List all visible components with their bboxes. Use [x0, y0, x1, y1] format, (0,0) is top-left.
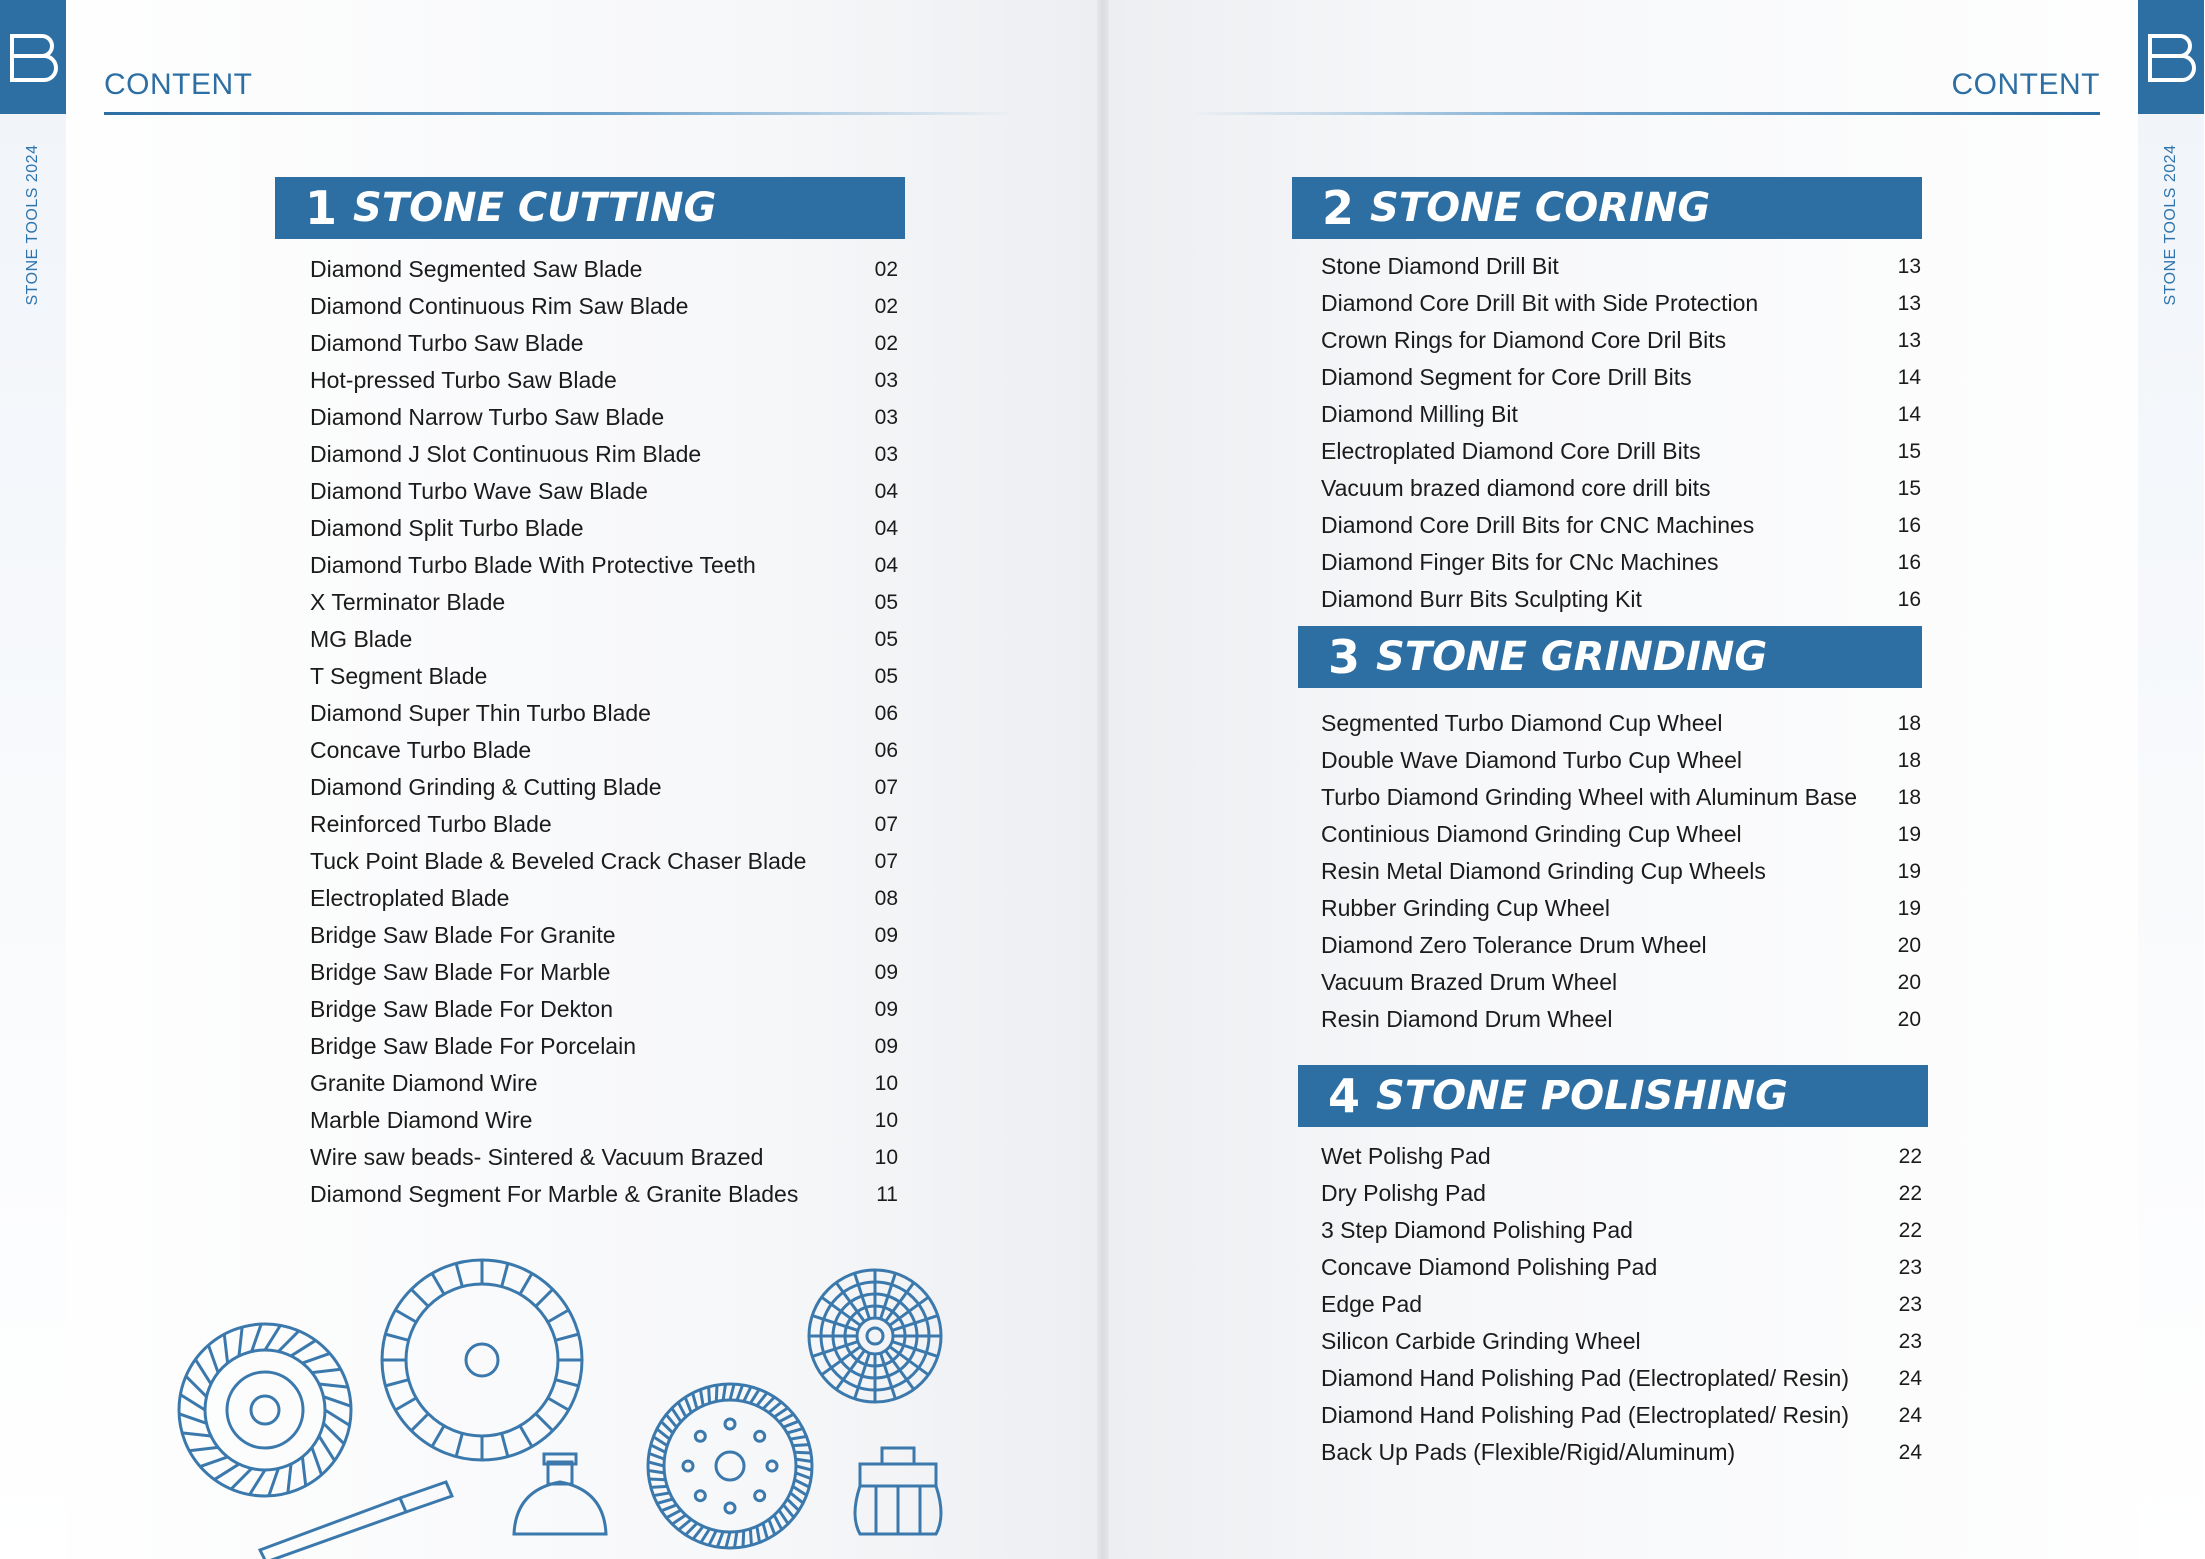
toc-entry-label: Electroplated Blade — [310, 885, 510, 911]
toc-entry — [310, 584, 898, 621]
toc-entry — [1321, 507, 1921, 544]
toc-entry-page: 24 — [1898, 1440, 1922, 1464]
toc-entry — [1321, 779, 1921, 816]
toc-entry-label: Hot-pressed Turbo Saw Blade — [310, 367, 617, 393]
toc-entry — [1321, 433, 1921, 470]
toc-entry-label: Concave Diamond Polishing Pad — [1321, 1254, 1658, 1280]
toc-entry-page: 04 — [874, 479, 898, 503]
toc-entry-label: Back Up Pads (Flexible/Rigid/Aluminum) — [1321, 1439, 1736, 1465]
toc-entry-page: 15 — [1897, 476, 1921, 500]
stone-grinding-list — [1321, 705, 1921, 1038]
toc-entry — [1321, 1397, 1922, 1434]
toc-entry-label: Diamond Grinding & Cutting Blade — [310, 774, 662, 800]
stone-cutting-list — [310, 251, 898, 1213]
toc-entry — [310, 1176, 898, 1213]
toc-entry-label: Marble Diamond Wire — [310, 1107, 533, 1133]
toc-entry — [310, 1028, 898, 1065]
toc-entry-page: 20 — [1897, 1007, 1921, 1031]
toc-entry — [1321, 1001, 1921, 1038]
toc-entry-label: Resin Metal Diamond Grinding Cup Wheels — [1321, 858, 1766, 884]
toc-entry-page: 10 — [874, 1071, 898, 1095]
toc-entry — [310, 362, 898, 399]
turbo-saw-blade-icon — [382, 1260, 582, 1460]
toc-entry-label: Wire saw beads- Sintered & Vacuum Brazed — [310, 1144, 764, 1170]
toc-entry-label: Double Wave Diamond Turbo Cup Wheel — [1321, 747, 1743, 773]
toc-entry-label: Bridge Saw Blade For Marble — [310, 959, 611, 985]
toc-entry — [1321, 1434, 1922, 1471]
toc-entry-page: 18 — [1897, 711, 1921, 735]
toc-entry-label: Edge Pad — [1321, 1291, 1423, 1317]
section-number: 2 — [1322, 181, 1355, 235]
toc-entry — [310, 991, 898, 1028]
flap-disc-icon — [179, 1324, 351, 1496]
toc-entry — [310, 843, 898, 880]
toc-entry — [310, 806, 898, 843]
vertical-catalog-label: STONE TOOLS 2024 — [2162, 144, 2179, 306]
toc-entry-page: 11 — [876, 1182, 898, 1206]
toc-entry-label: Diamond Core Drill Bits for CNC Machines — [1321, 512, 1755, 538]
vertical-catalog-label: STONE TOOLS 2024 — [24, 144, 41, 306]
toc-entry — [1321, 890, 1921, 927]
toc-entry-page: 05 — [874, 664, 898, 688]
section-title: STONE CORING — [1370, 185, 1711, 231]
toc-entry-page: 08 — [874, 886, 898, 910]
toc-entry-page: 18 — [1897, 785, 1921, 809]
toc-entry-label: Stone Diamond Drill Bit — [1321, 253, 1559, 279]
toc-entry — [310, 547, 898, 584]
toc-entry-page: 10 — [874, 1108, 898, 1132]
toc-entry — [310, 954, 898, 991]
section-header-stone-grinding — [1298, 626, 1922, 688]
toc-entry — [1321, 1138, 1922, 1175]
toc-entry-page: 09 — [874, 960, 898, 984]
toc-entry-label: Wet Polishg Pad — [1321, 1143, 1491, 1169]
toc-entry-page: 23 — [1898, 1329, 1922, 1353]
backer-pad-icon — [514, 1454, 606, 1534]
toc-entry — [310, 695, 898, 732]
toc-entry-page: 20 — [1897, 970, 1921, 994]
toc-entry — [1321, 927, 1921, 964]
toc-entry-label: Concave Turbo Blade — [310, 737, 532, 763]
toc-entry-page: 16 — [1897, 550, 1921, 574]
toc-entry — [1321, 470, 1921, 507]
toc-entry-page: 09 — [874, 1034, 898, 1058]
section-title: STONE GRINDING — [1376, 634, 1768, 680]
toc-entry-page: 22 — [1898, 1218, 1922, 1242]
toc-entry-label: Diamond Hand Polishing Pad (Electroplated/ Resin) — [1321, 1402, 1850, 1428]
toc-entry-label: Dry Polishg Pad — [1321, 1180, 1486, 1206]
toc-entry-page: 06 — [874, 738, 898, 762]
toc-entry — [1321, 964, 1921, 1001]
toc-entry — [310, 1102, 898, 1139]
toc-entry — [310, 732, 898, 769]
section-number: 3 — [1328, 630, 1361, 684]
toc-entry — [1321, 581, 1921, 618]
right-side-tab — [2138, 0, 2204, 1559]
toc-entry — [1321, 285, 1921, 322]
toc-entry — [310, 399, 898, 436]
toc-entry-page: 13 — [1897, 291, 1921, 315]
brand-book-icon — [2138, 0, 2204, 114]
book-spine — [1097, 0, 1109, 1559]
section-title: STONE POLISHING — [1376, 1073, 1789, 1119]
toc-entry-label: Bridge Saw Blade For Porcelain — [310, 1033, 636, 1059]
section-header-stone-polishing — [1298, 1065, 1928, 1127]
toc-entry — [310, 880, 898, 917]
toc-entry — [1321, 248, 1921, 285]
toc-entry — [310, 658, 898, 695]
toc-entry — [1321, 1286, 1922, 1323]
toc-entry-label: Diamond Hand Polishing Pad (Electroplated/ Resin) — [1321, 1365, 1850, 1391]
toc-entry-label: Diamond Segmented Saw Blade — [310, 256, 643, 282]
toc-entry-label: Diamond Continuous Rim Saw Blade — [310, 293, 689, 319]
toc-entry-page: 10 — [874, 1145, 898, 1169]
toc-entry — [310, 917, 898, 954]
toc-entry-label: MG Blade — [310, 626, 413, 652]
toc-entry-label: Vacuum brazed diamond core drill bits — [1321, 475, 1711, 501]
toc-entry-label: Bridge Saw Blade For Granite — [310, 922, 616, 948]
toc-entry — [310, 510, 898, 547]
toc-entry-page: 19 — [1897, 859, 1921, 883]
left-page — [0, 0, 1102, 1559]
toc-entry-label: Diamond Split Turbo Blade — [310, 515, 584, 541]
router-profile-wheel-icon — [855, 1448, 941, 1534]
toc-entry-page: 22 — [1898, 1181, 1922, 1205]
turbo-cup-wheel-icon — [648, 1384, 812, 1548]
toc-entry-page: 23 — [1898, 1255, 1922, 1279]
tool-illustrations — [160, 1250, 960, 1559]
section-header-stone-cutting — [275, 177, 905, 239]
brand-book-icon — [0, 0, 66, 114]
content-underline — [1190, 112, 2100, 115]
toc-entry — [1321, 359, 1921, 396]
section-number: 1 — [305, 181, 338, 235]
toc-entry-label: Bridge Saw Blade For Dekton — [310, 996, 613, 1022]
toc-entry-page: 02 — [874, 294, 898, 318]
section-number: 4 — [1328, 1069, 1361, 1123]
toc-entry-label: Diamond Zero Tolerance Drum Wheel — [1321, 932, 1707, 958]
toc-entry-label: T Segment Blade — [310, 663, 488, 689]
toc-entry-page: 14 — [1897, 365, 1921, 389]
toc-entry-page: 13 — [1897, 328, 1921, 352]
toc-entry — [310, 1139, 898, 1176]
toc-entry-page: 05 — [874, 627, 898, 651]
toc-entry-label: Diamond Segment For Marble & Granite Blades — [310, 1181, 799, 1207]
toc-entry — [1321, 1249, 1922, 1286]
toc-entry-page: 16 — [1897, 587, 1921, 611]
toc-entry-page: 03 — [874, 442, 898, 466]
toc-entry — [1321, 1212, 1922, 1249]
toc-entry-page: 09 — [874, 997, 898, 1021]
toc-entry-page: 03 — [874, 405, 898, 429]
toc-entry-page: 19 — [1897, 822, 1921, 846]
toc-entry-label: Vacuum Brazed Drum Wheel — [1321, 969, 1618, 995]
toc-entry-label: 3 Step Diamond Polishing Pad — [1321, 1217, 1633, 1243]
toc-entry-page: 15 — [1897, 439, 1921, 463]
toc-entry-page: 02 — [874, 331, 898, 355]
toc-entry-label: Tuck Point Blade & Beveled Crack Chaser Blade — [310, 848, 807, 874]
toc-entry — [310, 621, 898, 658]
toc-entry-page: 20 — [1897, 933, 1921, 957]
stone-coring-list — [1321, 248, 1921, 618]
toc-entry-page: 05 — [874, 590, 898, 614]
toc-entry — [310, 325, 898, 362]
toc-entry-page: 02 — [874, 257, 898, 281]
toc-entry-label: Diamond Core Drill Bit with Side Protection — [1321, 290, 1759, 316]
toc-entry-label: Crown Rings for Diamond Core Dril Bits — [1321, 327, 1727, 353]
stone-polishing-list — [1321, 1138, 1922, 1471]
toc-entry-label: Diamond J Slot Continuous Rim Blade — [310, 441, 702, 467]
toc-entry-page: 24 — [1898, 1403, 1922, 1427]
toc-entry-page: 13 — [1897, 254, 1921, 278]
toc-entry-label: Diamond Burr Bits Sculpting Kit — [1321, 586, 1642, 612]
toc-entry-label: Rubber Grinding Cup Wheel — [1321, 895, 1610, 921]
toc-entry-label: Reinforced Turbo Blade — [310, 811, 552, 837]
toc-entry — [1321, 742, 1921, 779]
toc-entry-label: Silicon Carbide Grinding Wheel — [1321, 1328, 1641, 1354]
right-page — [1102, 0, 2204, 1559]
toc-entry-page: 06 — [874, 701, 898, 725]
toc-entry — [1321, 853, 1921, 890]
toc-entry — [1321, 1360, 1922, 1397]
section-title: STONE CUTTING — [353, 185, 717, 231]
toc-entry — [310, 769, 898, 806]
content-underline — [104, 112, 1014, 115]
toc-entry-label: Segmented Turbo Diamond Cup Wheel — [1321, 710, 1723, 736]
toc-entry-label: Resin Diamond Drum Wheel — [1321, 1006, 1613, 1032]
toc-entry — [310, 473, 898, 510]
toc-entry-page: 04 — [874, 553, 898, 577]
left-side-tab — [0, 0, 66, 1559]
toc-entry — [1321, 1323, 1922, 1360]
toc-entry-label: Diamond Finger Bits for CNc Machines — [1321, 549, 1719, 575]
toc-entry — [310, 1065, 898, 1102]
toc-entry-label: Diamond Turbo Blade With Protective Teeth — [310, 552, 756, 578]
toc-entry — [1321, 705, 1921, 742]
toc-entry-page: 14 — [1897, 402, 1921, 426]
toc-entry — [1321, 322, 1921, 359]
toc-entry-label: Diamond Milling Bit — [1321, 401, 1518, 427]
toc-entry-label: Electroplated Diamond Core Drill Bits — [1321, 438, 1701, 464]
toc-entry-label: X Terminator Blade — [310, 589, 506, 615]
polishing-pad-icon — [809, 1270, 941, 1402]
toc-entry-page: 23 — [1898, 1292, 1922, 1316]
toc-entry-page: 22 — [1898, 1144, 1922, 1168]
toc-entry-label: Diamond Super Thin Turbo Blade — [310, 700, 651, 726]
toc-entry-page: 07 — [874, 849, 898, 873]
toc-entry-label: Diamond Narrow Turbo Saw Blade — [310, 404, 665, 430]
toc-entry-label: Diamond Turbo Wave Saw Blade — [310, 478, 648, 504]
toc-entry-label: Diamond Turbo Saw Blade — [310, 330, 584, 356]
toc-entry-page: 16 — [1897, 513, 1921, 537]
toc-entry-page: 18 — [1897, 748, 1921, 772]
toc-entry — [310, 436, 898, 473]
toc-entry-page: 09 — [874, 923, 898, 947]
toc-entry-page: 03 — [874, 368, 898, 392]
content-title: CONTENT — [1951, 68, 2100, 101]
toc-entry-page: 07 — [874, 812, 898, 836]
section-header-stone-coring — [1292, 177, 1922, 239]
toc-entry-label: Diamond Segment for Core Drill Bits — [1321, 364, 1692, 390]
toc-entry — [1321, 544, 1921, 581]
toc-entry — [1321, 396, 1921, 433]
toc-entry-page: 24 — [1898, 1366, 1922, 1390]
toc-entry-label: Turbo Diamond Grinding Wheel with Aluminum Base — [1321, 784, 1858, 810]
toc-entry-page: 19 — [1897, 896, 1921, 920]
toc-entry-page: 04 — [874, 516, 898, 540]
toc-entry-label: Continious Diamond Grinding Cup Wheel — [1321, 821, 1742, 847]
toc-entry-page: 07 — [874, 775, 898, 799]
toc-entry-label: Granite Diamond Wire — [310, 1070, 538, 1096]
toc-entry — [310, 288, 898, 325]
toc-entry — [1321, 1175, 1922, 1212]
content-title: CONTENT — [104, 68, 253, 101]
toc-entry — [310, 251, 898, 288]
toc-entry — [1321, 816, 1921, 853]
